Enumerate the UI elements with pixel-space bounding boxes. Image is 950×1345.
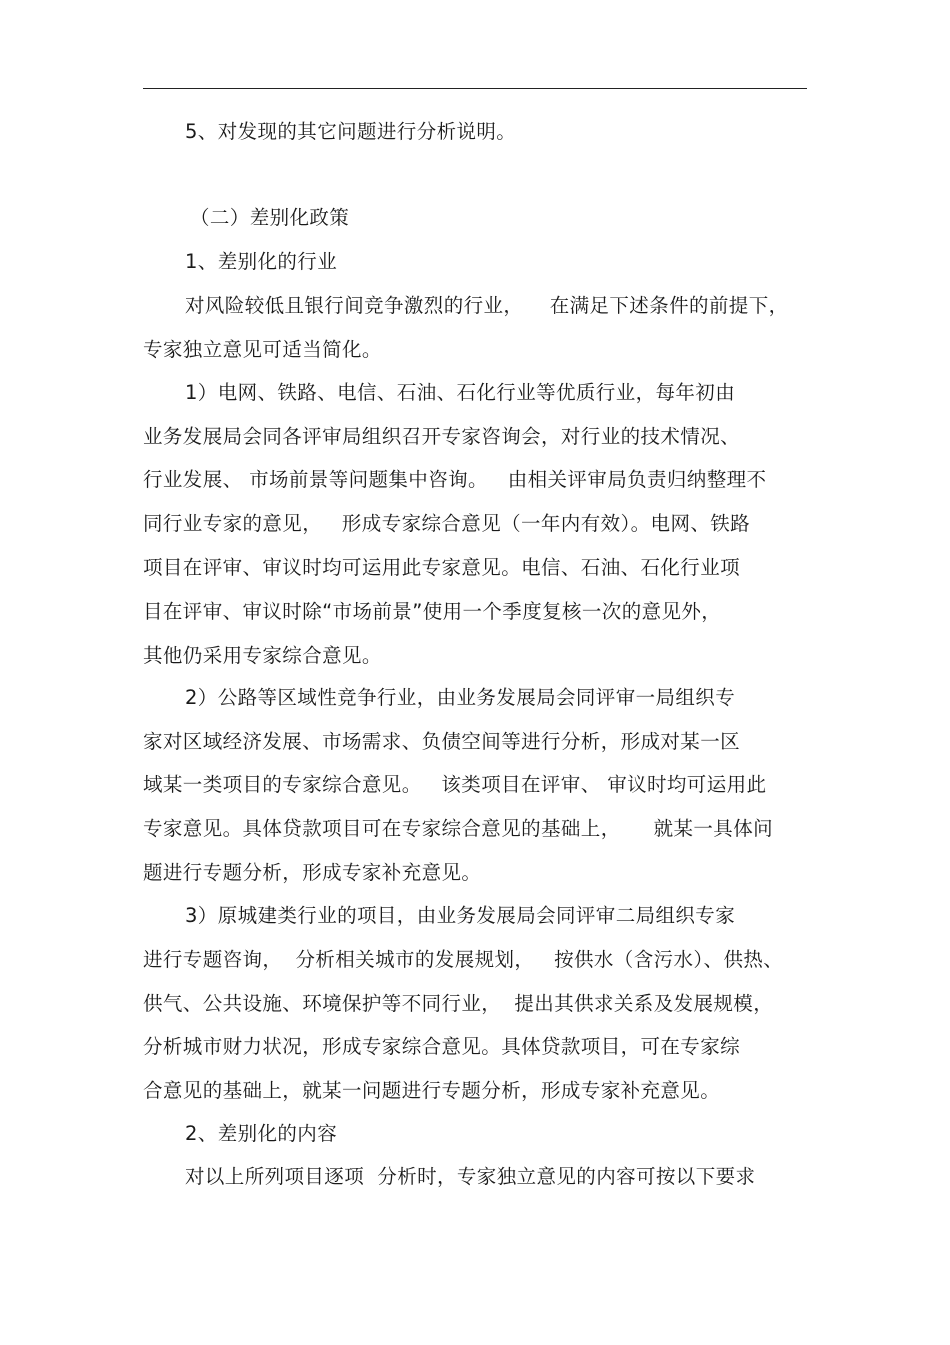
section-heading: （二）差别化政策 xyxy=(190,206,350,229)
paragraph-line: 合意见的基础上，就某一问题进行专题分析，形成专家补充意见。 xyxy=(143,1079,721,1102)
paragraph-line: 专家意见。具体贷款项目可在专家综合意见的基础上， 就某一具体问 xyxy=(143,817,773,840)
paragraph-line: 项目在评审、审议时均可运用此专家意见。电信、石油、石化行业项 xyxy=(143,556,741,579)
paragraph-line: 业务发展局会同各评审局组织召开专家咨询会，对行业的技术情况、 xyxy=(143,425,741,448)
paragraph-line: 对风险较低且银行间竞争激烈的行业， 在满足下述条件的前提下， xyxy=(185,294,789,317)
paragraph-line: 5、对发现的其它问题进行分析说明。 xyxy=(185,120,517,143)
paragraph-line: 供气、公共设施、环境保护等不同行业， 提出其供求关系及发展规模， xyxy=(143,992,774,1015)
list-item-3-line: 3）原城建类行业的项目，由业务发展局会同评审二局组织专家 xyxy=(185,904,736,927)
paragraph-line: 行业发展、 市场前景等问题集中咨询。 由相关评审局负责归纳整理不 xyxy=(143,468,767,491)
list-item-1-line: 1）电网、铁路、电信、石油、石化行业等优质行业，每年初由 xyxy=(185,381,736,404)
paragraph-line: 对以上所列项目逐项 分析时，专家独立意见的内容可按以下要求 xyxy=(185,1165,756,1188)
paragraph-line: 域某一类项目的专家综合意见。 该类项目在评审、 审议时均可运用此 xyxy=(143,773,767,796)
paragraph-line: 目在评审、审议时除“市场前景”使用一个季度复核一次的意见外， xyxy=(143,600,722,623)
paragraph-line: 题进行专题分析，形成专家补充意见。 xyxy=(143,861,482,884)
paragraph-line: 分析城市财力状况，形成专家综合意见。具体贷款项目，可在专家综 xyxy=(143,1035,741,1058)
paragraph-line: 同行业专家的意见， 形成专家综合意见（一年内有效）。电网、铁路 xyxy=(143,512,751,535)
paragraph-line: 专家独立意见可适当简化。 xyxy=(143,338,382,361)
paragraph-line: 家对区域经济发展、市场需求、负债空间等进行分析，形成对某一区 xyxy=(143,730,741,753)
list-item-2-line: 2）公路等区域性竞争行业，由业务发展局会同评审一局组织专 xyxy=(185,686,736,709)
subsection-heading: 1、差别化的行业 xyxy=(185,250,338,273)
paragraph-line: 其他仍采用专家综合意见。 xyxy=(143,644,382,667)
header-rule xyxy=(143,88,807,89)
subsection-heading: 2、差别化的内容 xyxy=(185,1122,338,1145)
paragraph-line: 进行专题咨询， 分析相关城市的发展规划， 按供水（含污水）、供热、 xyxy=(143,948,784,971)
